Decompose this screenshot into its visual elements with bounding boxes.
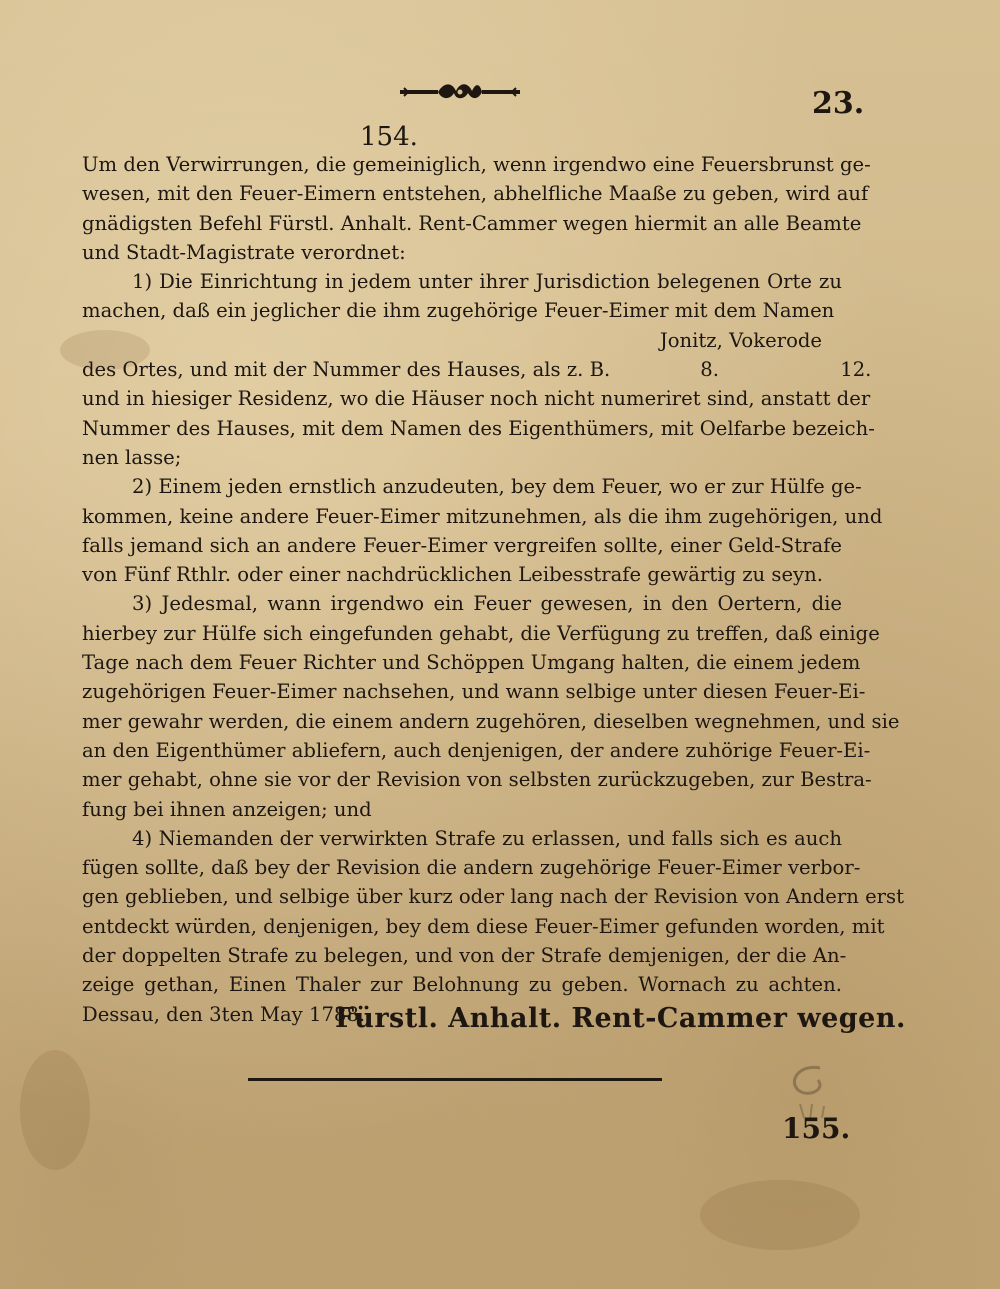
text-line: Um den Verwirrungen, die gemeiniglich, wenn irgendwo eine Feuersbrunst ge-	[82, 153, 871, 176]
example-number: 12.	[840, 358, 872, 382]
text-line: 1) Die Einrichtung in jedem unter ihrer Jurisdiction belegenen Orte zu	[132, 270, 842, 294]
text-line: und in hiesiger Residenz, wo die Häuser noch nicht numeriret sind, anstatt der	[82, 387, 871, 411]
text-line	[82, 355, 872, 384]
paper-stain	[20, 1050, 90, 1170]
text-line: falls jemand sich an andere Feuer-Eimer vergreifen sollte, einer Geld-Strafe	[82, 533, 842, 557]
paper-stain	[700, 1180, 860, 1250]
text-fragment: des Ortes, und mit der Nummer des Hauses, als z. B.	[82, 358, 611, 382]
text-line: zugehörigen Feuer-Eimer nachsehen, und wann selbige unter diesen Feuer-Ei-	[82, 680, 866, 704]
text-line: Tage nach dem Feuer Richter und Schöppen Umgang halten, die einem jedem	[82, 651, 861, 675]
signature-line: Fürstl. Anhalt. Rent-Cammer wegen.	[335, 1003, 906, 1034]
text-line: 2) Einem jeden ernstlich anzudeuten, bey dem Feuer, wo er zur Hülfe ge-	[132, 475, 862, 499]
register-number: 23.	[812, 86, 865, 121]
text-line: wesen, mit den Feuer-Eimern entstehen, abhelfliche Maaße zu geben, wird auf	[82, 182, 869, 206]
text-line: Nummer des Hauses, mit dem Namen des Eigenthümers, mit Oelfarbe bezeich-	[82, 416, 875, 440]
ordinance-number: 154.	[360, 122, 418, 152]
closing-rule	[248, 1078, 662, 1081]
text-line: machen, daß ein jeglicher die ihm zugehörige Feuer-Eimer mit dem Namen	[82, 299, 835, 323]
text-line: kommen, keine andere Feuer-Eimer mitzunehmen, als die ihm zugehörigen, und	[82, 504, 883, 528]
text-line: gnädigsten Befehl Fürstl. Anhalt. Rent-Cammer wegen hiermit an alle Beamte	[82, 211, 862, 235]
text-line: zeige gethan, Einen Thaler zur Belohnung zu geben. Wornach zu achten.	[82, 973, 842, 997]
text-line: mer gewahr werden, die einem andern zugehören, dieselben wegnehmen, und sie	[82, 709, 900, 733]
text-line: hierbey zur Hülfe sich eingefunden gehabt, die Verfügung zu treffen, daß einige	[82, 621, 880, 645]
text-line: fung bei ihnen anzeigen; und	[82, 797, 372, 821]
text-line: gen geblieben, und selbige über kurz oder lang nach der Revision von Andern erst	[82, 885, 904, 909]
text-line: und Stadt-Magistrate verordnet:	[82, 240, 406, 264]
text-line: der doppelten Strafe zu belegen, und von der Strafe demjenigen, der die An-	[82, 944, 847, 968]
text-line: von Fünf Rthlr. oder einer nachdrücklichen Leibesstrafe gewärtig zu seyn.	[82, 563, 823, 587]
printer-ornament	[398, 80, 522, 102]
text-line: 4) Niemanden der verwirkten Strafe zu erlassen, und falls sich es auch	[132, 826, 842, 850]
text-line: an den Eigenthümer abliefern, auch denjenigen, der andere zuhörige Feuer-Ei-	[82, 738, 871, 762]
date-line: Dessau, den 3ten May 1788.	[82, 1002, 366, 1026]
place-names-line: Jonitz, Vokerode	[659, 328, 822, 352]
text-line: mer gehabt, ohne sie vor der Revision von selbsten zurückzugeben, zur Bestra-	[82, 768, 872, 792]
text-line: entdeckt würden, denjenigen, bey dem diese Feuer-Eimer gefunden worden, mit	[82, 914, 885, 938]
example-number: 8.	[700, 358, 719, 382]
text-line: 3) Jedesmal, wann irgendwo ein Feuer gewesen, in den Oertern, die	[132, 592, 842, 616]
ordinance-text	[82, 150, 904, 1029]
text-line: fügen sollte, daß bey der Revision die andern zugehörige Feuer-Eimer verbor-	[82, 856, 861, 880]
text-line: nen lasse;	[82, 445, 182, 469]
page-number: 155.	[782, 1112, 851, 1145]
